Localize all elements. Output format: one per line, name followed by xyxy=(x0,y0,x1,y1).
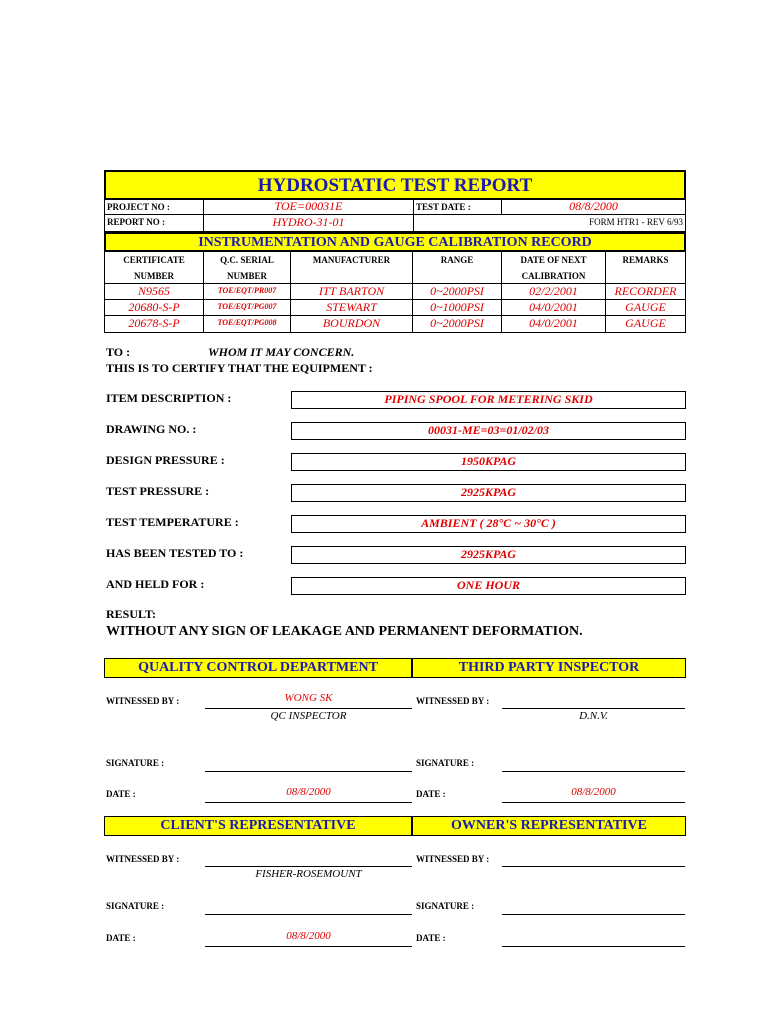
to-value: WHOM IT MAY CONCERN. xyxy=(208,345,355,359)
third-date-value: 08/8/2000 xyxy=(571,786,616,798)
qc-witness-role: QC INSPECTOR xyxy=(270,710,347,722)
cell-manufacturer: ITT BARTON xyxy=(291,284,413,299)
client-date-value: 08/8/2000 xyxy=(286,930,331,942)
cell-remarks: GAUGE xyxy=(625,316,666,330)
drawing-no-value: 00031-ME=03=01/02/03 xyxy=(291,422,686,440)
cell-manufacturer: BOURDON xyxy=(291,316,413,332)
test-pressure-label: TEST PRESSURE : xyxy=(106,484,210,498)
cell-certificate: 20678-S-P xyxy=(105,316,204,332)
client-witness-line xyxy=(205,866,412,867)
owner-witness-line xyxy=(502,866,685,867)
cell-serial: TOE/EQT/PG007 xyxy=(204,300,291,315)
cell-remarks: RECORDER xyxy=(614,284,677,298)
client-signature-line xyxy=(205,914,412,915)
header-row-report xyxy=(104,215,686,232)
held-for-label: AND HELD FOR : xyxy=(106,577,205,591)
column-header: RANGE xyxy=(413,252,502,283)
calibration-table xyxy=(104,252,686,333)
table-row xyxy=(105,284,685,300)
qc-date-label: DATE : xyxy=(106,789,136,799)
cell-range: 0~1000PSI xyxy=(413,300,502,315)
owner-representative-heading: OWNER'S REPRESENTATIVE xyxy=(412,816,686,836)
third-date-line xyxy=(502,802,685,803)
owner-signature-label: SIGNATURE : xyxy=(416,901,475,911)
client-witness-role: FISHER-ROSEMOUNT xyxy=(255,868,362,880)
qc-signature-line xyxy=(205,771,412,772)
client-date-line xyxy=(205,946,412,947)
third-signature-line xyxy=(502,771,685,772)
header-row-project xyxy=(104,200,686,215)
project-no-value: TOE=00031E xyxy=(204,200,414,214)
column-header: DATE OF NEXT CALIBRATION xyxy=(502,252,606,283)
result-label: RESULT: xyxy=(106,607,157,621)
third-date-label: DATE : xyxy=(416,789,446,799)
column-header: Q.C. SERIAL NUMBER xyxy=(204,252,291,283)
held-for-value: ONE HOUR xyxy=(291,577,686,595)
qc-date-line xyxy=(205,802,412,803)
drawing-no-label: DRAWING NO. : xyxy=(106,422,197,436)
cell-range: 0~2000PSI xyxy=(413,284,502,299)
client-signature-label: SIGNATURE : xyxy=(106,901,165,911)
table-row xyxy=(105,316,685,332)
third-witness-role: D.N.V. xyxy=(579,710,608,722)
tested-to-label: HAS BEEN TESTED TO : xyxy=(106,546,244,560)
client-witnessed-label: WITNESSED BY : xyxy=(106,854,180,864)
table-row xyxy=(105,300,685,316)
third-witnessed-label: WITNESSED BY : xyxy=(416,696,490,706)
qc-witness-name: WONG SK xyxy=(284,692,333,704)
test-date-label: TEST DATE : xyxy=(414,200,502,214)
project-no-label: PROJECT NO : xyxy=(105,200,204,214)
item-description-value: PIPING SPOOL FOR METERING SKID xyxy=(291,391,686,409)
owner-date-label: DATE : xyxy=(416,933,446,943)
cell-certificate: N9565 xyxy=(105,284,204,299)
report-no-label: REPORT NO : xyxy=(105,215,204,231)
test-pressure-value: 2925KPAG xyxy=(291,484,686,502)
qc-witness-line xyxy=(205,708,412,709)
column-header: REMARKS xyxy=(622,255,669,265)
owner-signature-line xyxy=(502,914,685,915)
report-no-value: HYDRO-31-01 xyxy=(204,215,414,231)
certify-statement: THIS IS TO CERTIFY THAT THE EQUIPMENT : xyxy=(106,361,373,375)
third-party-heading: THIRD PARTY INSPECTOR xyxy=(412,658,686,678)
qc-signature-label: SIGNATURE : xyxy=(106,758,165,768)
client-date-label: DATE : xyxy=(106,933,136,943)
report-title: HYDROSTATIC TEST REPORT xyxy=(104,170,686,200)
item-description-label: ITEM DESCRIPTION : xyxy=(106,391,232,405)
tested-to-value: 2925KPAG xyxy=(291,546,686,564)
cell-remarks: GAUGE xyxy=(625,300,666,314)
third-witness-line xyxy=(502,708,685,709)
cell-certificate: 20680-S-P xyxy=(105,300,204,315)
cell-serial: TOE/EQT/PR007 xyxy=(204,284,291,299)
owner-witnessed-label: WITNESSED BY : xyxy=(416,854,490,864)
cell-manufacturer: STEWART xyxy=(291,300,413,315)
owner-date-line xyxy=(502,946,685,947)
column-header: CERTIFICATE NUMBER xyxy=(105,252,204,283)
form-revision: FORM HTR1 - REV 6/93 xyxy=(589,217,683,227)
test-temperature-value: AMBIENT ( 28°C ~ 30°C ) xyxy=(291,515,686,533)
qc-department-heading: QUALITY CONTROL DEPARTMENT xyxy=(104,658,412,678)
cell-range: 0~2000PSI xyxy=(413,316,502,332)
result-text: WITHOUT ANY SIGN OF LEAKAGE AND PERMANENT DEFORMATION. xyxy=(106,624,583,639)
design-pressure-value: 1950KPAG xyxy=(291,453,686,471)
table-header-row xyxy=(105,252,685,284)
test-date-value: 08/8/2000 xyxy=(569,200,618,213)
cell-next-calibration: 02/2/2001 xyxy=(502,284,606,299)
column-header: MANUFACTURER xyxy=(291,252,413,283)
client-representative-heading: CLIENT'S REPRESENTATIVE xyxy=(104,816,412,836)
calibration-heading: INSTRUMENTATION AND GAUGE CALIBRATION RECORD xyxy=(104,232,686,252)
qc-witnessed-label: WITNESSED BY : xyxy=(106,696,180,706)
design-pressure-label: DESIGN PRESSURE : xyxy=(106,453,225,467)
qc-date-value: 08/8/2000 xyxy=(286,786,331,798)
test-temperature-label: TEST TEMPERATURE : xyxy=(106,515,239,529)
cell-serial: TOE/EQT/PG008 xyxy=(204,316,291,332)
cell-next-calibration: 04/0/2001 xyxy=(502,300,606,315)
cell-next-calibration: 04/0/2001 xyxy=(502,316,606,332)
to-label: TO : xyxy=(106,345,131,359)
third-signature-label: SIGNATURE : xyxy=(416,758,475,768)
